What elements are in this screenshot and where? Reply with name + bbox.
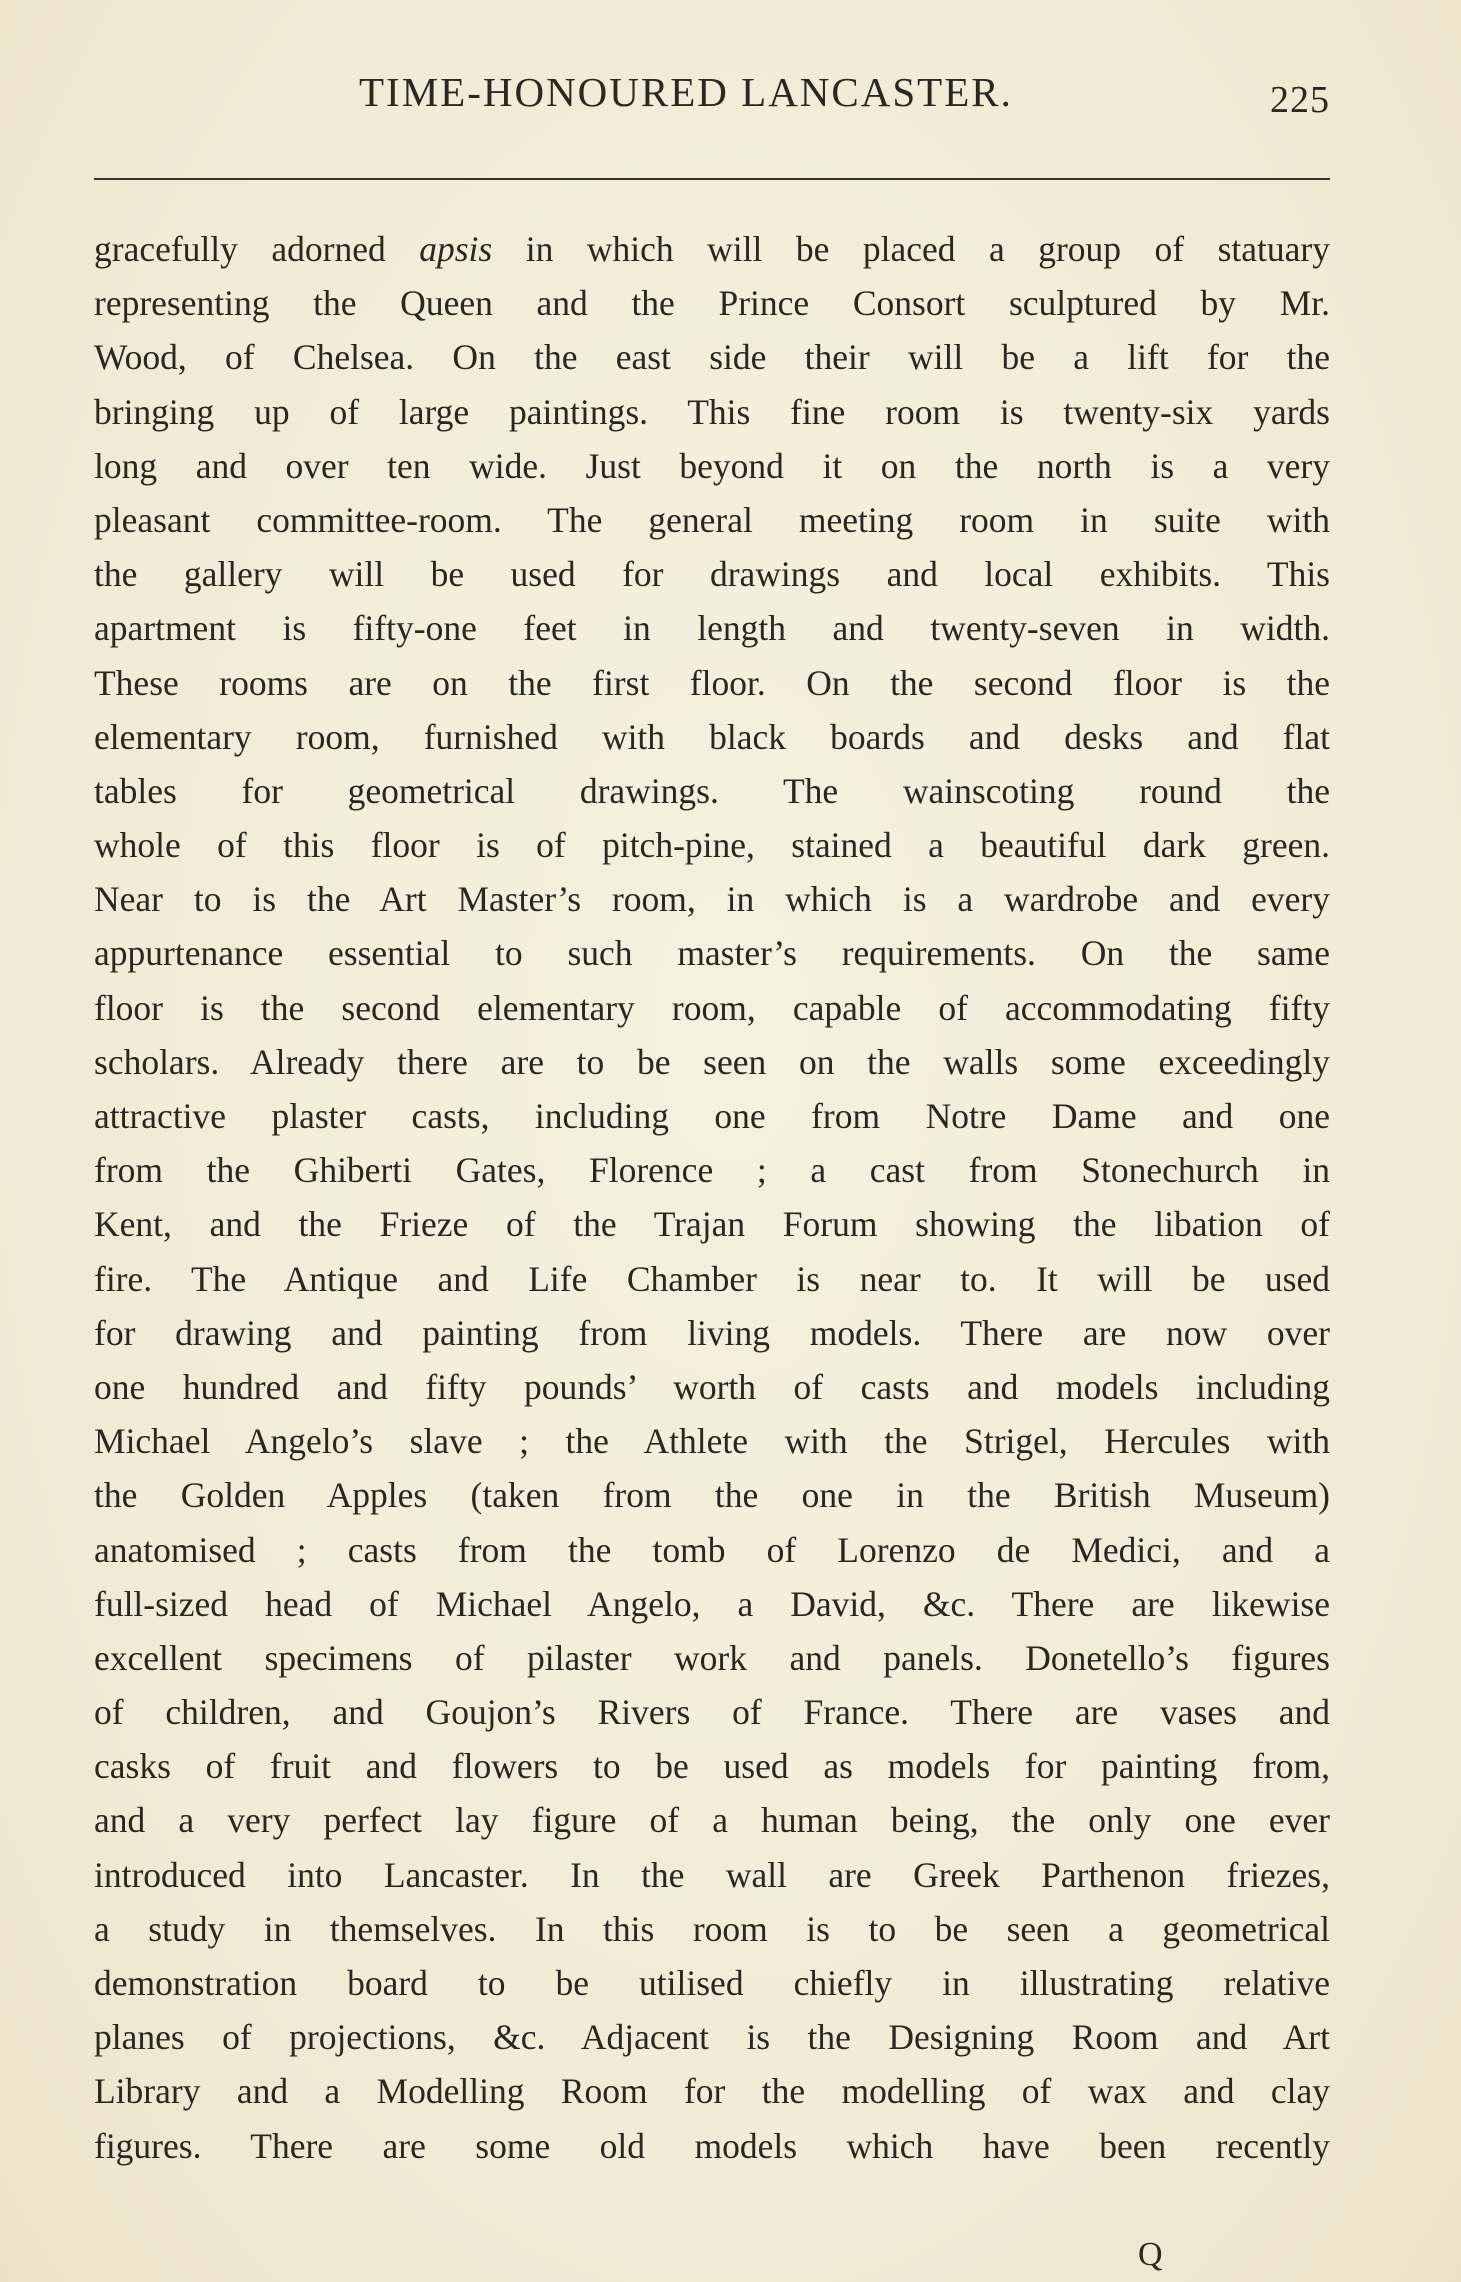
text-line: full-sized head of Michael Angelo, a David, &c. There are likewise [94,1583,1330,1624]
text-line: planes of projections, &c. Adjacent is the Designing Room and Art [94,2017,1330,2058]
text-line: Wood, of Chelsea. On the east side their will be a lift for the [94,337,1330,378]
text-line: from the Ghiberti Gates, Florence ; a cast from Stonechurch in [94,1150,1330,1191]
text-line: Michael Angelo’s slave ; the Athlete with the Strigel, Hercules with [94,1421,1330,1462]
text-line: These rooms are on the first floor. On the second floor is the [94,662,1330,703]
text-line: one hundred and fifty pounds’ worth of casts and models including [94,1366,1330,1407]
text-line: apartment is fifty-one feet in length and twenty-seven in width. [94,608,1330,649]
text-line: demonstration board to be utilised chiefly in illustrating relative [94,1963,1330,2003]
text-line: for drawing and painting from living models. There are now over [94,1312,1330,1353]
text-line: tables for geometrical drawings. The wainscoting round the [94,770,1330,811]
text-line: the gallery will be used for drawings and local exhibits. This [94,554,1330,595]
text-line: bringing up of large paintings. This fine room is twenty-six yards [94,391,1330,432]
text-line: elementary room, furnished with black boards and desks and flat [94,716,1330,757]
text-line: of children, and Goujon’s Rivers of France. There are vases and [94,1692,1330,1733]
italic-word: apsis [419,229,493,269]
body-paragraph [94,222,1330,2173]
text-line: Kent, and the Frieze of the Trajan Forum showing the libation of [94,1204,1330,1245]
text-line: a study in themselves. In this room is to be seen a geometrical [94,1908,1330,1949]
page-number: 225 [1270,79,1330,121]
text-line: pleasant committee-room. The general meeting room in suite with [94,499,1330,540]
text-line: fire. The Antique and Life Chamber is near to. It will be used [94,1258,1330,1299]
text-line: Near to is the Art Master’s room, in which is a wardrobe and every [94,879,1330,920]
text-line: long and over ten wide. Just beyond it on the north is a very [94,445,1330,486]
text-line: Library and a Modelling Room for the modelling of wax and clay [94,2071,1330,2112]
text-line: and a very perfect lay figure of a human being, the only one ever [94,1800,1330,1841]
text-line: appurtenance essential to such master’s requirements. On the same [94,933,1330,974]
header-rule [94,178,1330,180]
text-line: representing the Queen and the Prince Consort sculptured by Mr. [94,283,1330,324]
text-segment: gracefully adorned [94,229,420,269]
text-line: the Golden Apples (taken from the one in the British Museum) [94,1475,1330,1516]
text-line: floor is the second elementary room, capable of accommodating fifty [94,987,1330,1028]
text-line: anatomised ; casts from the tomb of Lorenzo de Medici, and a [94,1529,1330,1570]
text-line: whole of this floor is of pitch-pine, stained a beautiful dark green. [94,825,1330,866]
text-line: casks of fruit and flowers to be used as models for painting from, [94,1746,1330,1787]
text-line: scholars. Already there are to be seen on the walls some exceedingly [94,1041,1330,1082]
text-segment: in which will be placed a group of statuary [492,229,1330,269]
running-title: TIME-HONOURED LANCASTER. [359,69,1013,115]
signature-mark: Q [1138,2236,1163,2273]
running-header [94,68,1330,128]
text-line: excellent specimens of pilaster work and panels. Donetello’s figures [94,1637,1330,1678]
text-line: attractive plaster casts, including one from Notre Dame and one [94,1096,1330,1136]
text-line: introduced into Lancaster. In the wall are Greek Parthenon friezes, [94,1854,1330,1895]
text-line [94,222,1330,276]
text-line: figures. There are some old models which have been recently [94,2125,1330,2166]
